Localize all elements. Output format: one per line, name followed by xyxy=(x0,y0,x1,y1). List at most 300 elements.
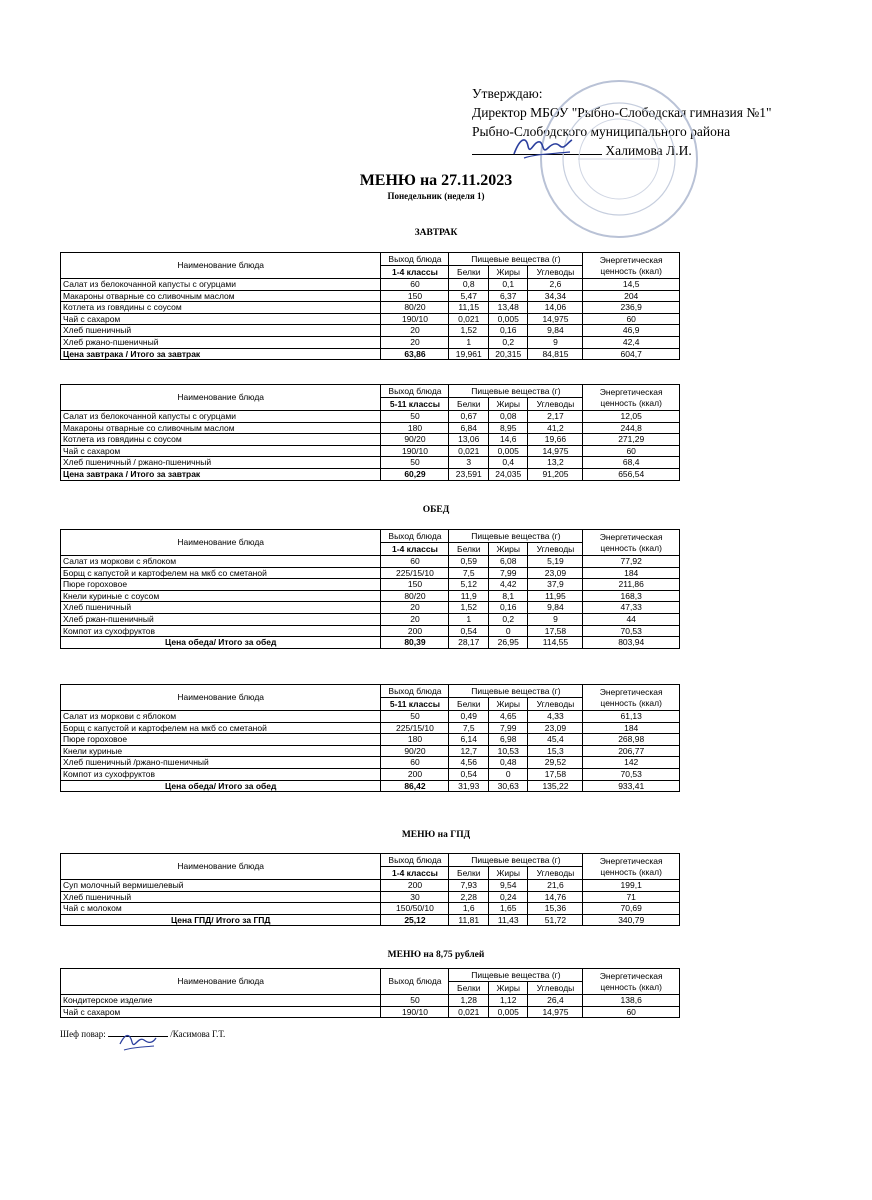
dish-energy: 44 xyxy=(583,613,680,625)
dish-energy: 70,69 xyxy=(583,903,680,915)
dish-energy: 60 xyxy=(583,1006,680,1018)
total-protein: 31,93 xyxy=(449,780,489,792)
dish-protein: 0,49 xyxy=(449,711,489,723)
dish-output: 225/15/10 xyxy=(381,722,449,734)
table-row xyxy=(61,625,680,637)
table-header-row xyxy=(61,385,680,398)
col-header-carbs: Углеводы xyxy=(528,398,583,411)
dish-protein: 5,47 xyxy=(449,290,489,302)
total-energy: 656,54 xyxy=(583,468,680,480)
col-header-energy: Энергетическая ценность (ккал) xyxy=(583,253,680,279)
dish-energy: 184 xyxy=(583,722,680,734)
total-fat: 30,63 xyxy=(488,780,528,792)
dish-output: 60 xyxy=(381,757,449,769)
col-header-output: Выход блюда xyxy=(381,253,449,266)
dish-energy: 70,53 xyxy=(583,768,680,780)
dish-energy: 244,8 xyxy=(583,422,680,434)
total-carbs: 114,55 xyxy=(528,637,583,649)
dish-fat: 0,2 xyxy=(488,336,528,348)
dish-energy: 60 xyxy=(583,313,680,325)
dish-name: Котлета из говядины с соусом xyxy=(61,434,381,446)
col-header-carbs: Углеводы xyxy=(528,867,583,880)
dish-output: 190/10 xyxy=(381,1006,449,1018)
dish-name: Чай с сахаром xyxy=(61,1006,381,1018)
col-header-fat: Жиры xyxy=(488,543,528,556)
table-row xyxy=(61,722,680,734)
dish-protein: 7,5 xyxy=(449,722,489,734)
dish-protein: 1,52 xyxy=(449,602,489,614)
page-subtitle: Понедельник (неделя 1) xyxy=(387,191,485,201)
dish-fat: 0,16 xyxy=(488,602,528,614)
dish-carbs: 29,52 xyxy=(528,757,583,769)
dish-protein: 0,59 xyxy=(449,556,489,568)
col-header-name: Наименование блюда xyxy=(61,969,381,995)
dish-name: Суп молочный вермишелевый xyxy=(61,880,381,892)
dish-fat: 0 xyxy=(488,625,528,637)
dish-energy: 42,4 xyxy=(583,336,680,348)
col-header-carbs: Углеводы xyxy=(528,698,583,711)
table-row xyxy=(61,903,680,915)
dish-fat: 9,54 xyxy=(488,880,528,892)
grade-label: 1-4 классы xyxy=(381,867,449,880)
dish-carbs: 14,975 xyxy=(528,313,583,325)
col-header-name: Наименование блюда xyxy=(61,854,381,880)
dish-fat: 0,48 xyxy=(488,757,528,769)
dish-energy: 199,1 xyxy=(583,880,680,892)
total-label: Цена завтрака / Итого за завтрак xyxy=(61,468,381,480)
col-header-name: Наименование блюда xyxy=(61,385,381,411)
dish-protein: 2,28 xyxy=(449,891,489,903)
dish-carbs: 15,36 xyxy=(528,903,583,915)
dish-energy: 47,33 xyxy=(583,602,680,614)
col-header-protein: Белки xyxy=(449,543,489,556)
total-fat: 11,43 xyxy=(488,914,528,926)
table-row xyxy=(61,891,680,903)
dish-carbs: 14,76 xyxy=(528,891,583,903)
dish-output: 180 xyxy=(381,422,449,434)
menu-table-gpd xyxy=(60,853,680,926)
dish-energy: 211,86 xyxy=(583,579,680,591)
dish-output: 190/10 xyxy=(381,313,449,325)
col-header-energy: Энергетическая ценность (ккал) xyxy=(583,969,680,995)
dish-fat: 0,16 xyxy=(488,325,528,337)
dish-output: 50 xyxy=(381,711,449,723)
chef-name: /Касимова Г.Т. xyxy=(170,1029,226,1039)
dish-protein: 0,021 xyxy=(449,313,489,325)
dish-protein: 6,14 xyxy=(449,734,489,746)
dish-fat: 0,005 xyxy=(488,1006,528,1018)
table-row xyxy=(61,579,680,591)
table-total-row xyxy=(61,780,680,792)
dish-output: 80/20 xyxy=(381,590,449,602)
section-gpd: МЕНЮ на ГПД xyxy=(401,830,471,840)
total-price: 25,12 xyxy=(381,914,449,926)
col-header-name: Наименование блюда xyxy=(61,530,381,556)
dish-protein: 11,15 xyxy=(449,302,489,314)
dish-carbs: 2,6 xyxy=(528,279,583,291)
table-header-row xyxy=(61,969,680,982)
dish-energy: 142 xyxy=(583,757,680,769)
dish-name: Хлеб ржан-пшеничный xyxy=(61,613,381,625)
dish-energy: 61,13 xyxy=(583,711,680,723)
dish-fat: 0,005 xyxy=(488,313,528,325)
dish-protein: 1 xyxy=(449,613,489,625)
dish-energy: 204 xyxy=(583,290,680,302)
dish-fat: 1,12 xyxy=(488,995,528,1007)
director-signature xyxy=(510,132,576,162)
dish-protein: 0,021 xyxy=(449,445,489,457)
dish-output: 180 xyxy=(381,734,449,746)
dish-carbs: 9 xyxy=(528,613,583,625)
total-carbs: 84,815 xyxy=(528,348,583,360)
dish-fat: 13,48 xyxy=(488,302,528,314)
dish-energy: 271,29 xyxy=(583,434,680,446)
table-row xyxy=(61,422,680,434)
dish-name: Борщ с капустой и картофелем на мкб со сметаной xyxy=(61,722,381,734)
dish-output: 150 xyxy=(381,290,449,302)
dish-name: Хлеб ржано-пшеничный xyxy=(61,336,381,348)
dish-protein: 1,6 xyxy=(449,903,489,915)
table-row xyxy=(61,745,680,757)
dish-name: Кнели куриные с соусом xyxy=(61,590,381,602)
table-row xyxy=(61,556,680,568)
grade-label: 5-11 классы xyxy=(381,698,449,711)
dish-energy: 46,9 xyxy=(583,325,680,337)
col-header-protein: Белки xyxy=(449,398,489,411)
dish-carbs: 34,34 xyxy=(528,290,583,302)
dish-name: Чай с сахаром xyxy=(61,445,381,457)
col-header-output: Выход блюда xyxy=(381,385,449,398)
dish-fat: 1,65 xyxy=(488,903,528,915)
dish-energy: 138,6 xyxy=(583,995,680,1007)
dish-output: 20 xyxy=(381,336,449,348)
dish-name: Хлеб пшеничный /ржано-пшеничный xyxy=(61,757,381,769)
table-row xyxy=(61,567,680,579)
dish-output: 50 xyxy=(381,995,449,1007)
menu-table-lunch-5-11 xyxy=(60,684,680,792)
table-row xyxy=(61,995,680,1007)
dish-name: Хлеб пшеничный xyxy=(61,602,381,614)
col-header-carbs: Углеводы xyxy=(528,543,583,556)
dish-carbs: 14,06 xyxy=(528,302,583,314)
table-row xyxy=(61,711,680,723)
dish-name: Чай с сахаром xyxy=(61,313,381,325)
dish-output: 20 xyxy=(381,613,449,625)
col-header-fat: Жиры xyxy=(488,698,528,711)
dish-carbs: 9 xyxy=(528,336,583,348)
dish-protein: 11,9 xyxy=(449,590,489,602)
dish-protein: 0,8 xyxy=(449,279,489,291)
total-energy: 803,94 xyxy=(583,637,680,649)
total-protein: 19,961 xyxy=(449,348,489,360)
dish-name: Хлеб пшеничный xyxy=(61,891,381,903)
col-header-energy: Энергетическая ценность (ккал) xyxy=(583,385,680,411)
table-row xyxy=(61,1006,680,1018)
dish-carbs: 13,2 xyxy=(528,457,583,469)
dish-carbs: 21,6 xyxy=(528,880,583,892)
dish-name: Компот из сухофруктов xyxy=(61,768,381,780)
dish-output: 20 xyxy=(381,325,449,337)
dish-protein: 1,28 xyxy=(449,995,489,1007)
total-carbs: 91,205 xyxy=(528,468,583,480)
dish-energy: 77,92 xyxy=(583,556,680,568)
dish-name: Салат из белокочанной капусты с огурцами xyxy=(61,411,381,423)
dish-fat: 7,99 xyxy=(488,722,528,734)
total-energy: 340,79 xyxy=(583,914,680,926)
total-protein: 28,17 xyxy=(449,637,489,649)
dish-protein: 7,5 xyxy=(449,567,489,579)
dish-fat: 7,99 xyxy=(488,567,528,579)
dish-energy: 71 xyxy=(583,891,680,903)
col-header-protein: Белки xyxy=(449,867,489,880)
menu-table-breakfast-5-11 xyxy=(60,384,680,481)
col-header-energy: Энергетическая ценность (ккал) xyxy=(583,854,680,880)
table-row xyxy=(61,336,680,348)
grade-label: 1-4 классы xyxy=(381,543,449,556)
dish-name: Макароны отварные со сливочным маслом xyxy=(61,422,381,434)
dish-fat: 14,6 xyxy=(488,434,528,446)
dish-name: Хлеб пшеничный xyxy=(61,325,381,337)
col-header-energy: Энергетическая ценность (ккал) xyxy=(583,685,680,711)
dish-output: 80/20 xyxy=(381,302,449,314)
dish-output: 150/50/10 xyxy=(381,903,449,915)
dish-fat: 0,005 xyxy=(488,445,528,457)
dish-output: 200 xyxy=(381,768,449,780)
col-header-protein: Белки xyxy=(449,982,489,995)
col-header-output: Выход блюда xyxy=(381,685,449,698)
dish-carbs: 4,33 xyxy=(528,711,583,723)
dish-name: Салат из моркови с яблоком xyxy=(61,556,381,568)
dish-output: 60 xyxy=(381,556,449,568)
table-row xyxy=(61,445,680,457)
table-row xyxy=(61,313,680,325)
dish-protein: 13,06 xyxy=(449,434,489,446)
col-header-name: Наименование блюда xyxy=(61,253,381,279)
dish-name: Пюре гороховое xyxy=(61,734,381,746)
dish-protein: 0,54 xyxy=(449,625,489,637)
dish-carbs: 45,4 xyxy=(528,734,583,746)
dish-output: 90/20 xyxy=(381,745,449,757)
col-header-fat: Жиры xyxy=(488,982,528,995)
dish-name: Макароны отварные со сливочным маслом xyxy=(61,290,381,302)
table-row xyxy=(61,279,680,291)
approval-director-name: Халимова Л.И. xyxy=(605,143,692,158)
dish-fat: 4,42 xyxy=(488,579,528,591)
dish-fat: 6,37 xyxy=(488,290,528,302)
total-energy: 933,41 xyxy=(583,780,680,792)
dish-fat: 0 xyxy=(488,768,528,780)
dish-protein: 1,52 xyxy=(449,325,489,337)
total-price: 80,39 xyxy=(381,637,449,649)
total-label: Цена обеда/ Итого за обед xyxy=(61,780,381,792)
dish-fat: 0,4 xyxy=(488,457,528,469)
dish-protein: 4,56 xyxy=(449,757,489,769)
table-row xyxy=(61,613,680,625)
dish-fat: 0,24 xyxy=(488,891,528,903)
table-row xyxy=(61,768,680,780)
dish-name: Кондитерское изделие xyxy=(61,995,381,1007)
dish-fat: 8,95 xyxy=(488,422,528,434)
dish-energy: 14,5 xyxy=(583,279,680,291)
dish-energy: 168,3 xyxy=(583,590,680,602)
chef-signature xyxy=(118,1030,158,1052)
chef-label: Шеф повар: xyxy=(60,1029,106,1039)
col-header-name: Наименование блюда xyxy=(61,685,381,711)
dish-protein: 0,54 xyxy=(449,768,489,780)
col-header-protein: Белки xyxy=(449,266,489,279)
section-breakfast: ЗАВТРАК xyxy=(414,228,458,238)
dish-protein: 0,67 xyxy=(449,411,489,423)
dish-fat: 6,98 xyxy=(488,734,528,746)
table-total-row xyxy=(61,914,680,926)
page-title: МЕНЮ на 27.11.2023 xyxy=(359,172,513,189)
dish-carbs: 9,84 xyxy=(528,325,583,337)
total-price: 63,86 xyxy=(381,348,449,360)
dish-name: Пюре гороховое xyxy=(61,579,381,591)
dish-name: Борщ с капустой и картофелем на мкб со сметаной xyxy=(61,567,381,579)
dish-carbs: 19,66 xyxy=(528,434,583,446)
table-row xyxy=(61,302,680,314)
table-row xyxy=(61,411,680,423)
dish-energy: 206,77 xyxy=(583,745,680,757)
dish-energy: 70,53 xyxy=(583,625,680,637)
col-header-output: Выход блюда xyxy=(381,969,449,995)
dish-name: Салат из белокочанной капусты с огурцами xyxy=(61,279,381,291)
total-carbs: 51,72 xyxy=(528,914,583,926)
dish-carbs: 41,2 xyxy=(528,422,583,434)
dish-protein: 5,12 xyxy=(449,579,489,591)
table-total-row xyxy=(61,348,680,360)
table-row xyxy=(61,590,680,602)
grade-label: 5-11 классы xyxy=(381,398,449,411)
dish-name: Салат из моркови с яблоком xyxy=(61,711,381,723)
col-header-carbs: Углеводы xyxy=(528,266,583,279)
dish-fat: 0,1 xyxy=(488,279,528,291)
dish-protein: 1 xyxy=(449,336,489,348)
table-total-row xyxy=(61,637,680,649)
dish-energy: 184 xyxy=(583,567,680,579)
total-label: Цена ГПД/ Итого за ГПД xyxy=(61,914,381,926)
dish-output: 150 xyxy=(381,579,449,591)
col-header-fat: Жиры xyxy=(488,867,528,880)
table-header-row xyxy=(61,530,680,543)
dish-output: 190/10 xyxy=(381,445,449,457)
table-row xyxy=(61,734,680,746)
dish-output: 50 xyxy=(381,411,449,423)
dish-energy: 60 xyxy=(583,445,680,457)
dish-energy: 68,4 xyxy=(583,457,680,469)
total-label: Цена завтрака / Итого за завтрак xyxy=(61,348,381,360)
col-header-nutrients: Пищевые вещества (г) xyxy=(449,530,583,543)
dish-energy: 12,05 xyxy=(583,411,680,423)
dish-protein: 7,93 xyxy=(449,880,489,892)
table-row xyxy=(61,325,680,337)
dish-energy: 268,98 xyxy=(583,734,680,746)
col-header-nutrients: Пищевые вещества (г) xyxy=(449,253,583,266)
dish-output: 200 xyxy=(381,880,449,892)
dish-carbs: 11,95 xyxy=(528,590,583,602)
col-header-output: Выход блюда xyxy=(381,530,449,543)
table-row xyxy=(61,880,680,892)
dish-fat: 6,08 xyxy=(488,556,528,568)
dish-name: Хлеб пшеничный / ржано-пшеничный xyxy=(61,457,381,469)
col-header-carbs: Углеводы xyxy=(528,982,583,995)
dish-carbs: 17,58 xyxy=(528,768,583,780)
dish-carbs: 5,19 xyxy=(528,556,583,568)
approval-label: Утверждаю: xyxy=(472,86,543,101)
dish-carbs: 23,09 xyxy=(528,722,583,734)
menu-table-lunch-1-4 xyxy=(60,529,680,649)
total-price: 60,29 xyxy=(381,468,449,480)
dish-output: 200 xyxy=(381,625,449,637)
table-row xyxy=(61,602,680,614)
col-header-energy: Энергетическая ценность (ккал) xyxy=(583,530,680,556)
total-protein: 11,81 xyxy=(449,914,489,926)
menu-table-breakfast-1-4 xyxy=(60,252,680,360)
dish-carbs: 9,84 xyxy=(528,602,583,614)
dish-name: Кнели куриные xyxy=(61,745,381,757)
total-protein: 23,591 xyxy=(449,468,489,480)
dish-carbs: 15,3 xyxy=(528,745,583,757)
menu-table-extra xyxy=(60,968,680,1018)
dish-energy: 236,9 xyxy=(583,302,680,314)
dish-name: Котлета из говядины с соусом xyxy=(61,302,381,314)
table-header-row xyxy=(61,253,680,266)
section-extra: МЕНЮ на 8,75 рублей xyxy=(387,950,485,960)
dish-output: 60 xyxy=(381,279,449,291)
col-header-fat: Жиры xyxy=(488,398,528,411)
dish-protein: 3 xyxy=(449,457,489,469)
table-row xyxy=(61,757,680,769)
dish-protein: 12,7 xyxy=(449,745,489,757)
table-row xyxy=(61,434,680,446)
dish-carbs: 37,9 xyxy=(528,579,583,591)
col-header-output: Выход блюда xyxy=(381,854,449,867)
dish-name: Компот из сухофруктов xyxy=(61,625,381,637)
col-header-nutrients: Пищевые вещества (г) xyxy=(449,385,583,398)
dish-carbs: 26,4 xyxy=(528,995,583,1007)
dish-protein: 0,021 xyxy=(449,1006,489,1018)
total-fat: 26,95 xyxy=(488,637,528,649)
total-carbs: 135,22 xyxy=(528,780,583,792)
total-fat: 24,035 xyxy=(488,468,528,480)
total-energy: 604,7 xyxy=(583,348,680,360)
dish-carbs: 23,09 xyxy=(528,567,583,579)
dish-fat: 0,2 xyxy=(488,613,528,625)
col-header-protein: Белки xyxy=(449,698,489,711)
table-header-row xyxy=(61,685,680,698)
col-header-nutrients: Пищевые вещества (г) xyxy=(449,969,583,982)
table-total-row xyxy=(61,468,680,480)
dish-output: 30 xyxy=(381,891,449,903)
col-header-fat: Жиры xyxy=(488,266,528,279)
dish-carbs: 17,58 xyxy=(528,625,583,637)
col-header-nutrients: Пищевые вещества (г) xyxy=(449,854,583,867)
dish-output: 225/15/10 xyxy=(381,567,449,579)
dish-output: 50 xyxy=(381,457,449,469)
grade-label: 1-4 классы xyxy=(381,266,449,279)
col-header-nutrients: Пищевые вещества (г) xyxy=(449,685,583,698)
total-label: Цена обеда/ Итого за обед xyxy=(61,637,381,649)
dish-fat: 4,65 xyxy=(488,711,528,723)
table-header-row xyxy=(61,854,680,867)
approval-director: Директор МБОУ "Рыбно-Слободская гимназия №1" xyxy=(472,105,772,120)
dish-output: 20 xyxy=(381,602,449,614)
table-row xyxy=(61,457,680,469)
dish-fat: 8,1 xyxy=(488,590,528,602)
dish-carbs: 14,975 xyxy=(528,1006,583,1018)
dish-fat: 10,53 xyxy=(488,745,528,757)
